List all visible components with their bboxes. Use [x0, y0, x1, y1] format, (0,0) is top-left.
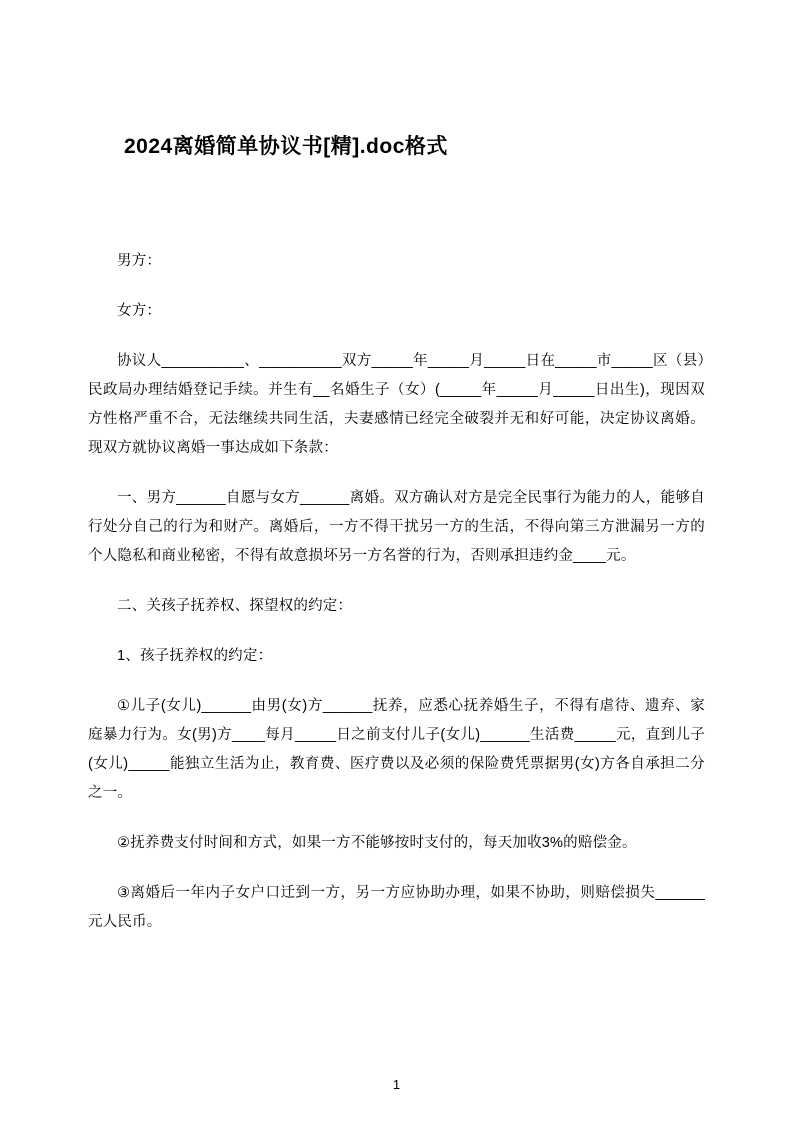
paragraph-article-one: 一、男方______自愿与女方______离婚。双方确认对方是完全民事行为能力的人，能够自行处分自己的行为和财产。离婚后，一方不得干扰另一方的生活，不得向第三方泄漏另一方的个人隐私和商业秘密，不得有故意损坏另一方名誉的行为，否则承担违约金____元。	[88, 490, 705, 565]
paragraph-article-two: 二、关孩子抚养权、探望权的约定：	[117, 598, 353, 615]
paragraph-preamble: 协议人__________、__________双方_____年_____月_____日在_____市_____区（县）民政局办理结婚登记手续。并生有__名婚生子（女）(_____年_____月_____日出生)，现因双方性格严重不合，无法继续共同生活，夫妻感情已经完全破裂并无和好可能，决定协议离婚。现双方就协议离婚一事达成如下条款：	[88, 353, 705, 457]
page-title: 2024离婚简单协议书[精].doc格式	[124, 135, 448, 158]
paragraph-female-party: 女方：	[117, 303, 162, 320]
paragraph-item-1-b: ②抚养费支付时间和方式，如果一方不能够按时支付的，每天加收3%的赔偿金。	[117, 835, 637, 852]
paragraph-item-1-a: ①儿子(女儿)______由男(女)方______抚养，应悉心抚养婚生子，不得有虐待、遗弃、家庭暴力行为。女(男)方____每月_____日之前支付儿子(女儿)______生活费_____元，直到儿子(女儿)_____能独立生活为止，教育费、医疗费以及必须的保险费凭票据男(女)方各自承担二分之一。	[88, 698, 705, 802]
document-body	[88, 247, 705, 937]
paragraph-item-1: 1、孩子抚养权的约定：	[117, 648, 273, 665]
paragraph-item-1-c: ③离婚后一年内子女户口迁到一方，另一方应协助办理，如果不协助，则赔偿损失______元人民币。	[88, 885, 705, 931]
page-number: 1	[392, 1077, 401, 1092]
paragraph-male-party: 男方：	[117, 253, 162, 270]
